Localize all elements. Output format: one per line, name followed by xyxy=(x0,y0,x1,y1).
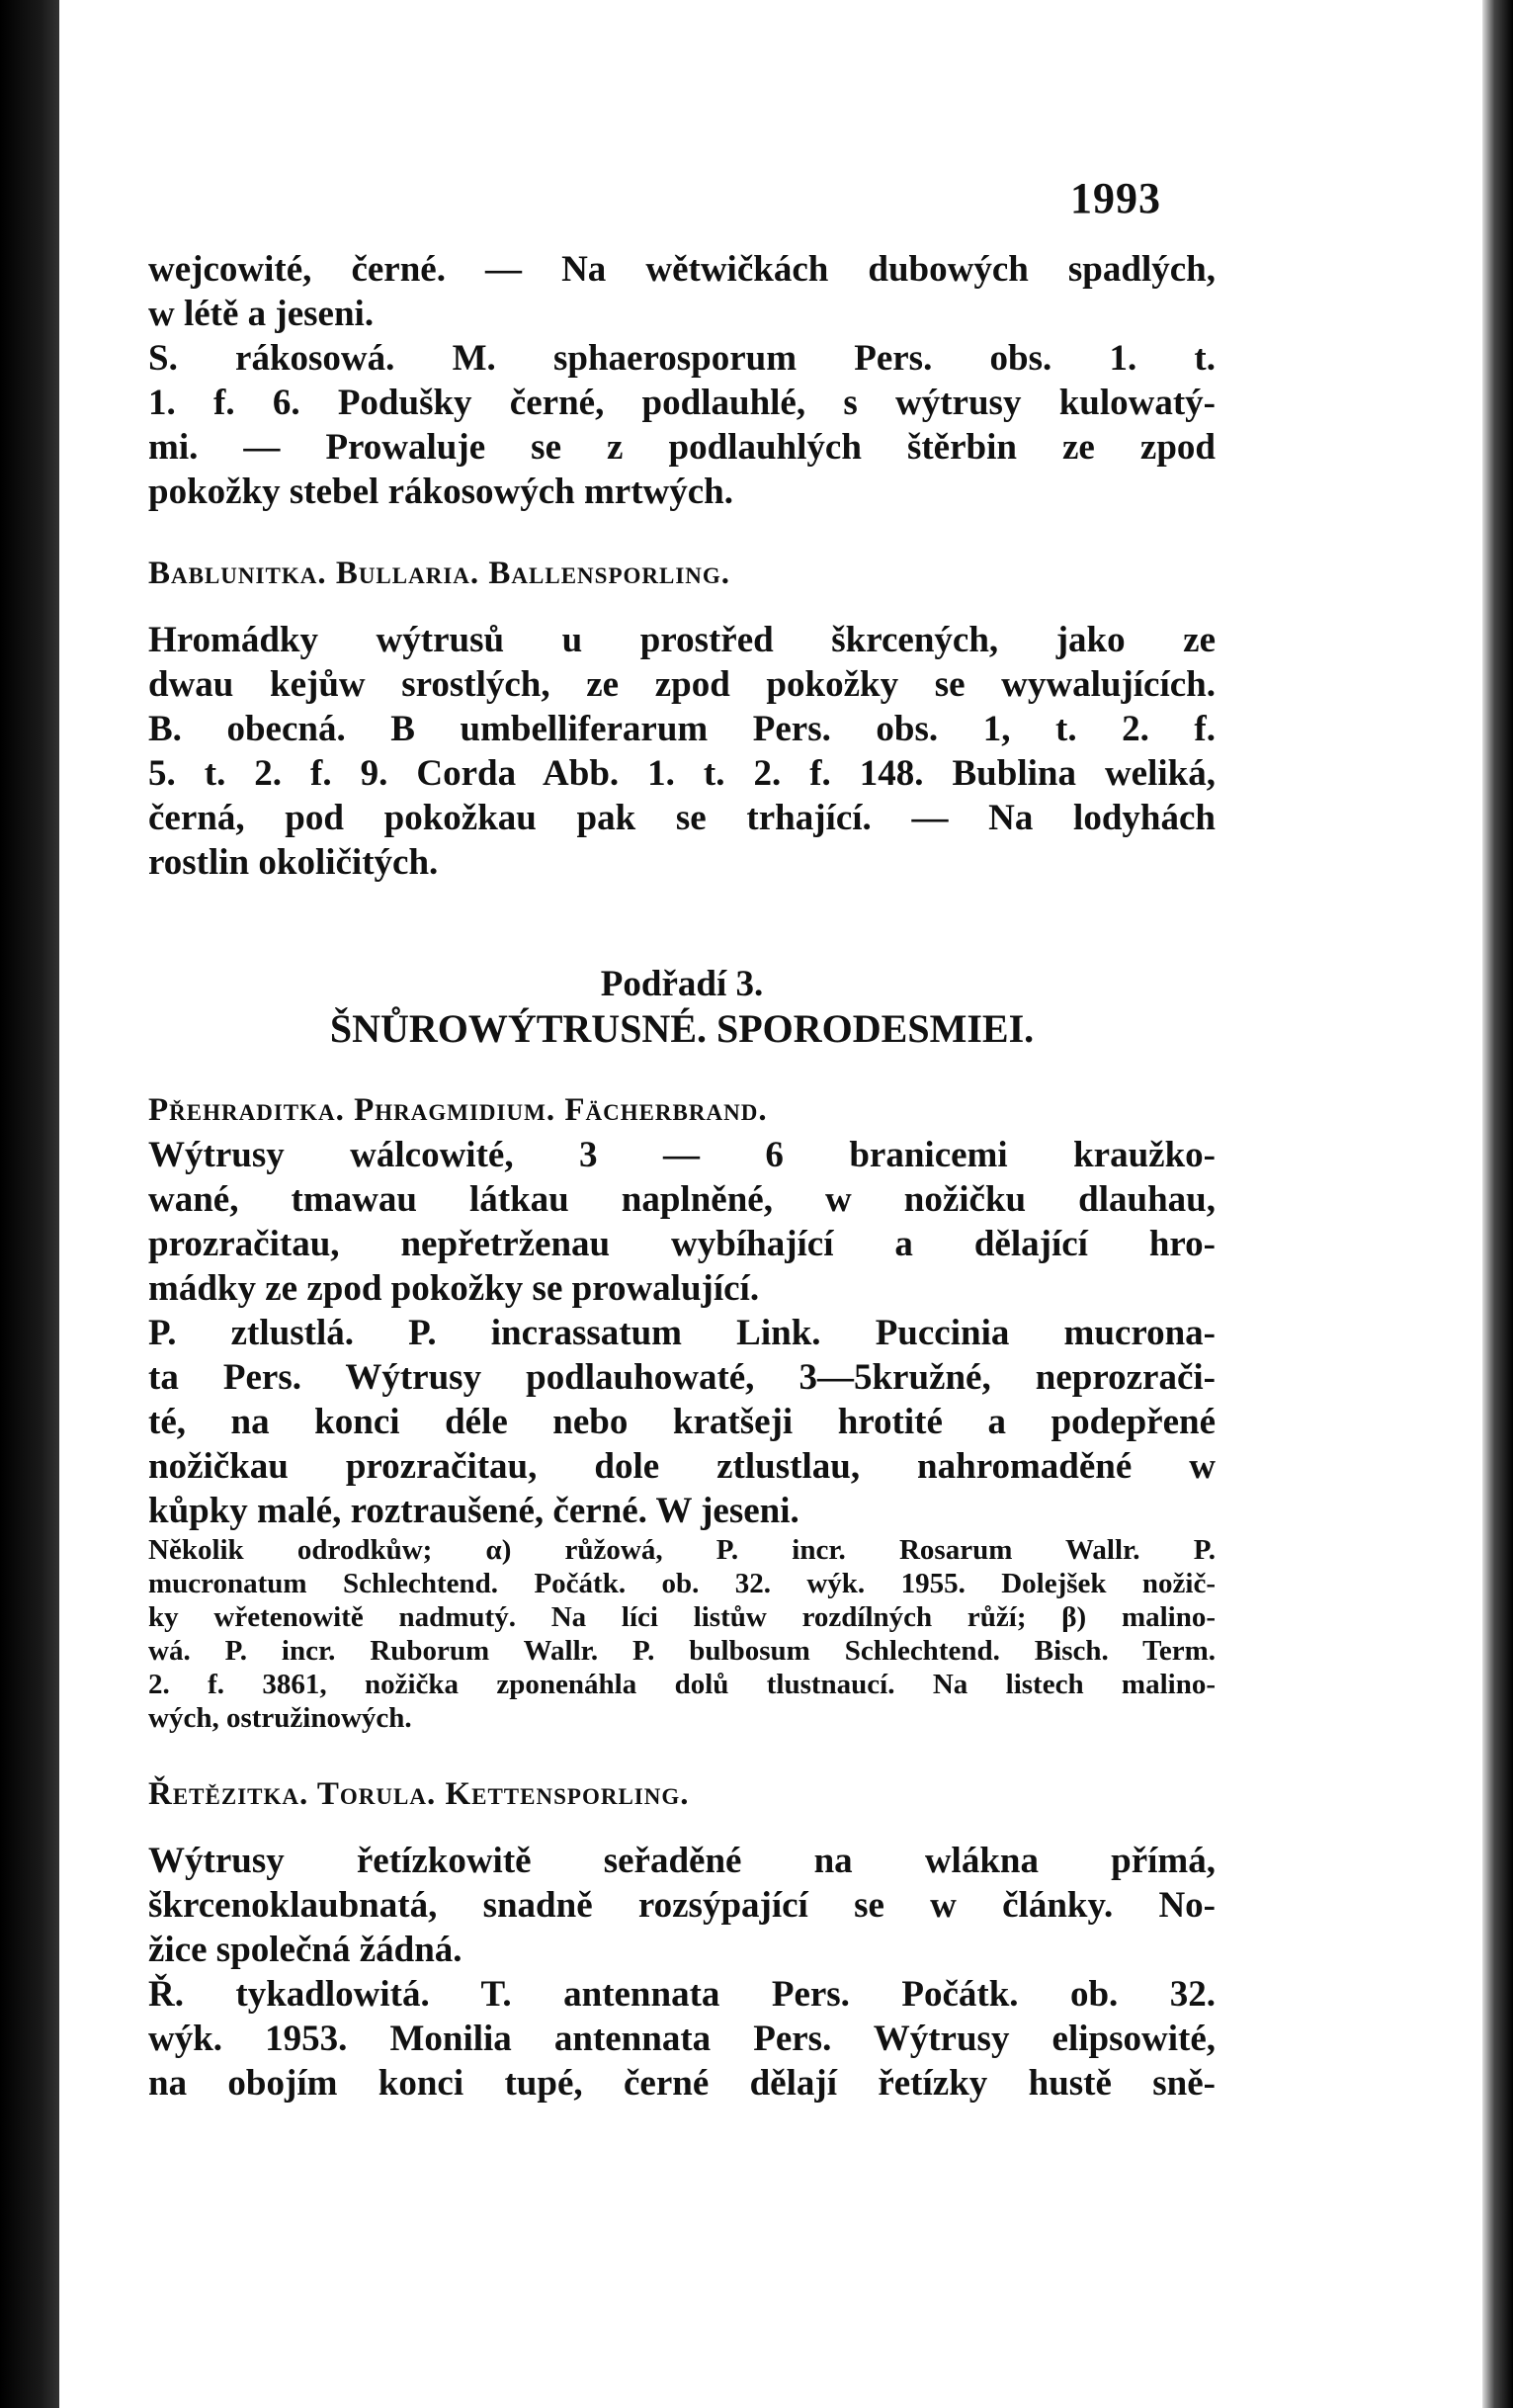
text-line: ky wřetenowitě nadmutý. Na líci listůw rozdílných růží; β) malino- xyxy=(148,1601,1216,1633)
text-line: černá, pod pokožkau pak se trhající. — Na lodyhách xyxy=(148,798,1216,838)
section-heading: Přehraditka. Phragmidium. Fächerbrand. xyxy=(148,1092,768,1128)
text-line: mucronatum Schlechtend. Počátk. ob. 32. wýk. 1955. Dolejšek nožič- xyxy=(148,1568,1216,1599)
spacer xyxy=(148,596,1216,618)
text-line: té, na konci déle nebo kratšeji hrotité a podepřené xyxy=(148,1402,1216,1442)
text-line: 2. f. 3861, nožička zponenáhla dolů tlustnaucí. Na listech malino- xyxy=(148,1669,1216,1700)
text-line: Ř. tykadlowitá. T. antennata Pers. Počátk. ob. 32. xyxy=(148,1974,1216,2015)
scan-left-edge xyxy=(0,0,59,2408)
text-line: dwau kejůw srostlých, ze zpod pokožky se wywalujících. xyxy=(148,664,1216,705)
text-line: mádky ze zpod pokožky se prowalující. xyxy=(148,1268,760,1309)
text-line: B. obecná. B umbelliferarum Pers. obs. 1, t. 2. f. xyxy=(148,709,1216,749)
text-line: škrcenoklaubnatá, snadně rozsýpající se w články. No- xyxy=(148,1885,1216,1926)
page-number: 1993 xyxy=(1070,174,1161,222)
scan-right-edge xyxy=(1482,0,1513,2408)
text-line: ŠNŮROWÝTRUSNÉ. SPORODESMIEI. xyxy=(329,1006,1035,1051)
spacer xyxy=(148,1817,1216,1839)
text-line: wané, tmawau látkau naplněné, w nožičku dlauhau, xyxy=(148,1179,1216,1220)
book-page xyxy=(59,0,1482,2408)
text-line: mi. — Prowaluje se z podlauhlých štěrbin ze zpod xyxy=(148,427,1216,468)
text-line: Wýtrusy wálcowité, 3 — 6 branicemi kraužko- xyxy=(148,1135,1216,1175)
text-line: nožičkau prozračitau, dole ztlustlau, nahromaděné w xyxy=(148,1446,1216,1487)
text-line: wejcowité, černé. — Na wětwičkách dubowých spadlých, xyxy=(148,249,1216,290)
spacer xyxy=(148,1051,1216,1088)
text-line: pokožky stebel rákosowých mrtwých. xyxy=(148,472,733,512)
spacer xyxy=(148,885,1216,962)
text-line: kůpky malé, roztraušené, černé. W jeseni. xyxy=(148,1491,799,1531)
text-line: Hromádky wýtrusů u prostřed škrcených, jako ze xyxy=(148,620,1216,660)
text-line: w létě a jeseni. xyxy=(148,294,375,334)
text-line: P. ztlustlá. P. incrassatum Link. Puccinia mucrona- xyxy=(148,1313,1216,1353)
text-line: S. rákosowá. M. sphaerosporum Pers. obs. 1. t. xyxy=(148,338,1216,379)
text-line: žice společná žádná. xyxy=(148,1930,462,1970)
text-line: na obojím konci tupé, černé dělají řetízky hustě sně- xyxy=(148,2063,1216,2104)
text-line: Podřadí 3. xyxy=(600,964,764,1004)
text-line: rostlin okoličitých. xyxy=(148,842,439,883)
text-line: 1. f. 6. Podušky černé, podlauhlé, s wýtrusy kulowatý- xyxy=(148,383,1216,423)
text-line: wýk. 1953. Monilia antennata Pers. Wýtrusy elipsowité, xyxy=(148,2019,1216,2059)
text-line: wá. P. incr. Ruborum Wallr. P. bulbosum Schlechtend. Bisch. Term. xyxy=(148,1635,1216,1667)
page-body-text xyxy=(148,247,1216,2106)
text-line: ta Pers. Wýtrusy podlauhowaté, 3—5kružné, neprozrači- xyxy=(148,1357,1216,1398)
spacer xyxy=(148,1735,1216,1772)
section-heading: Řetězitka. Torula. Kettensporling. xyxy=(148,1776,690,1812)
spacer xyxy=(148,514,1216,552)
text-line: wých, ostružinowých. xyxy=(148,1702,412,1734)
section-heading: Bablunitka. Bullaria. Ballensporling. xyxy=(148,556,731,591)
text-line: prozračitau, nepřetrženau wybíhající a dělající hro- xyxy=(148,1224,1216,1264)
text-line: Několik odrodkůw; α) růžowá, P. incr. Rosarum Wallr. P. xyxy=(148,1534,1216,1566)
text-line: 5. t. 2. f. 9. Corda Abb. 1. t. 2. f. 148. Bublina weliká, xyxy=(148,753,1216,794)
text-line: Wýtrusy řetízkowitě seřaděné na wlákna přímá, xyxy=(148,1841,1216,1881)
